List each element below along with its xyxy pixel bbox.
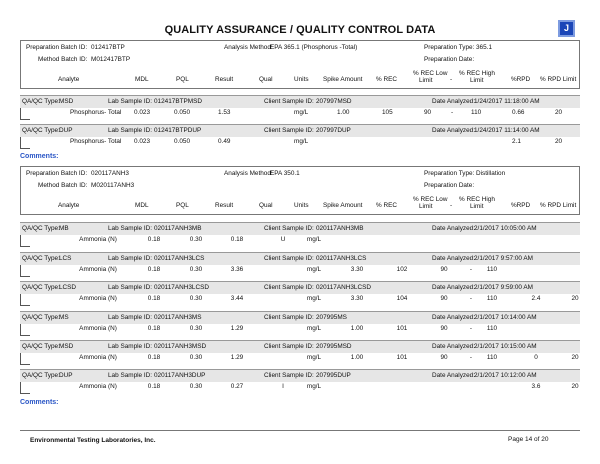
- units: mg/L: [306, 354, 322, 361]
- qc-block: [20, 340, 580, 366]
- qc-block: [20, 124, 580, 150]
- rec: 102: [396, 266, 408, 273]
- rpd-limit: 20: [555, 109, 563, 116]
- date-analyzed-label: Date Analyzed:: [432, 127, 475, 134]
- analyte: Ammonia (N): [79, 325, 117, 332]
- spike: 3.30: [350, 295, 364, 302]
- rec-high: 110: [486, 266, 498, 273]
- prep-batch-id: 012417BTP: [91, 44, 125, 51]
- col-units: Units: [294, 202, 309, 209]
- rpd-limit: 20: [571, 295, 579, 302]
- footer-company: Environmental Testing Laboratories, Inc.: [30, 437, 156, 444]
- col-analyte: Analyte: [58, 76, 80, 83]
- lab-sample-id: 020117ANH3MSD: [154, 343, 207, 350]
- lab-sample-label: Lab Sample ID:: [108, 314, 153, 321]
- qc-bar: [20, 222, 580, 235]
- col-pql: PQL: [176, 202, 189, 209]
- dash: -: [469, 325, 473, 332]
- rec: 105: [382, 109, 393, 116]
- comments-label: Comments:: [20, 399, 59, 406]
- dash: -: [469, 295, 473, 302]
- pql: 0.30: [189, 236, 203, 243]
- method-batch-label: Method Batch ID:: [38, 56, 88, 63]
- pql: 0.30: [189, 295, 203, 302]
- lab-sample-id: 020117ANH3MB: [154, 225, 202, 232]
- analyte: Phosphorus- Total: [70, 109, 122, 116]
- col-mdl: MDL: [135, 76, 149, 83]
- col-result: Result: [215, 76, 234, 83]
- col-rec-high-2: Limit: [470, 203, 484, 210]
- col-rec-high-1: % REC High: [459, 196, 495, 203]
- mdl: 0.18: [147, 236, 161, 243]
- analysis-method-label: Analysis Method:: [224, 170, 273, 177]
- rec-high: 110: [486, 325, 498, 332]
- footer-page: Page 14 of 20: [508, 436, 549, 443]
- date-analyzed-value: 2/1/2017 10:15:00 AM: [474, 343, 537, 350]
- qc-type-value: LCSD: [59, 284, 77, 291]
- qc-type-value: LCS: [59, 255, 72, 262]
- qc-type-label: QA/QC Type:: [22, 98, 60, 105]
- pql: 0.30: [189, 354, 203, 361]
- prep-type-label: Preparation Type:: [424, 170, 475, 177]
- qc-bar: [20, 369, 580, 382]
- lab-sample-label: Lab Sample ID:: [108, 225, 153, 232]
- date-analyzed-label: Date Analyzed:: [432, 98, 475, 105]
- qc-type-value: MS: [59, 314, 69, 321]
- lab-sample-label: Lab Sample ID:: [108, 343, 153, 350]
- client-sample-label: Client Sample ID:: [264, 127, 314, 134]
- client-sample-label: Client Sample ID:: [264, 255, 314, 262]
- col-rec-high-1: % REC High: [459, 70, 495, 77]
- prep-batch-label: Preparation Batch ID:: [26, 44, 88, 51]
- rpd: 3.6: [531, 383, 541, 390]
- client-sample-id: 020117ANH3LCSD: [316, 284, 371, 291]
- pql: 0.050: [174, 138, 190, 145]
- qc-type-label: QA/QC Type:: [22, 343, 60, 350]
- qc-type-label: QA/QC Type:: [22, 314, 60, 321]
- pql: 0.30: [189, 383, 203, 390]
- spike: 1.00: [350, 354, 364, 361]
- lab-sample-id: 012417BTPMSD: [154, 98, 202, 105]
- mdl: 0.18: [147, 266, 161, 273]
- lab-sample-id: 020117ANH3MS: [154, 314, 202, 321]
- client-sample-label: Client Sample ID:: [264, 314, 314, 321]
- mdl: 0.18: [147, 383, 161, 390]
- date-analyzed-value: 1/24/2017 11:14:00 AM: [474, 127, 540, 134]
- date-analyzed-label: Date Analyzed:: [432, 255, 475, 262]
- rec-low: 90: [424, 109, 432, 116]
- col-result: Result: [215, 202, 234, 209]
- client-sample-id: 207995MS: [316, 314, 347, 321]
- col-qual: Qual: [259, 202, 273, 209]
- qc-type-label: QA/QC Type:: [22, 127, 60, 134]
- rec: 101: [396, 354, 408, 361]
- rec-low: 90: [440, 325, 448, 332]
- mdl: 0.023: [134, 109, 150, 116]
- date-analyzed-value: 2/1/2017 10:05:00 AM: [474, 225, 537, 232]
- prep-type-value: 365.1: [476, 44, 492, 51]
- rpd: 0: [534, 354, 538, 361]
- page-title: QUALITY ASSURANCE / QUALITY CONTROL DATA: [164, 24, 436, 36]
- analyte: Ammonia (N): [79, 295, 117, 302]
- date-analyzed-value: 2/1/2017 10:12:00 AM: [474, 372, 537, 379]
- result: 0.49: [218, 138, 231, 145]
- units: mg/L: [306, 236, 322, 243]
- pql: 0.30: [189, 325, 203, 332]
- col-mdl: MDL: [135, 202, 149, 209]
- qc-bar: [20, 95, 580, 108]
- result: 1.53: [218, 109, 231, 116]
- lab-sample-label: Lab Sample ID:: [108, 372, 153, 379]
- analyte: Ammonia (N): [79, 383, 117, 390]
- col-rec-low-1: % REC Low: [413, 196, 448, 203]
- rpd: 2.1: [512, 138, 521, 145]
- qc-type-label: QA/QC Type:: [22, 284, 60, 291]
- units: mg/L: [306, 383, 322, 390]
- lab-sample-id: 020117ANH3LCSD: [154, 284, 209, 291]
- units: mg/L: [306, 325, 322, 332]
- qc-type-label: QA/QC Type:: [22, 255, 60, 262]
- qc-type-label: QA/QC Type:: [22, 372, 60, 379]
- col-spike: Spike Amount: [323, 202, 363, 209]
- lab-sample-label: Lab Sample ID:: [108, 127, 153, 134]
- qc-bar: [20, 281, 580, 294]
- client-sample-id: 020117ANH3MB: [316, 225, 364, 232]
- client-sample-id: 207997DUP: [316, 127, 351, 134]
- mdl: 0.18: [147, 325, 161, 332]
- col-units: Units: [294, 76, 309, 83]
- units: mg/L: [294, 138, 309, 145]
- units: mg/L: [294, 109, 309, 116]
- dash: -: [469, 354, 473, 361]
- lab-sample-id: 012417BTPDUP: [154, 127, 202, 134]
- col-rec: % REC: [376, 76, 397, 83]
- qc-type-value: DUP: [59, 127, 73, 134]
- qc-block: [20, 95, 580, 121]
- col-rpd-limit: % RPD Limit: [540, 76, 577, 83]
- qual: U: [280, 236, 286, 243]
- qual: I: [282, 383, 284, 390]
- method-batch-id: M020117ANH3: [91, 182, 135, 189]
- analysis-method-value: EPA 350.1: [270, 170, 300, 177]
- rpd-limit: 20: [571, 383, 579, 390]
- date-analyzed-value: 2/1/2017 9:57:00 AM: [474, 255, 533, 262]
- rpd: 2.4: [531, 295, 541, 302]
- spike: 1.00: [350, 325, 364, 332]
- rpd-limit: 20: [571, 354, 579, 361]
- lab-sample-label: Lab Sample ID:: [108, 98, 153, 105]
- rpd: 0.66: [512, 109, 525, 116]
- col-rpd: %RPD: [511, 76, 531, 83]
- client-sample-label: Client Sample ID:: [264, 225, 314, 232]
- dash: -: [451, 109, 454, 116]
- rec-low: 90: [440, 266, 448, 273]
- qc-bar: [20, 340, 580, 353]
- prep-type-label: Preparation Type:: [424, 44, 475, 51]
- date-analyzed-value: 2/1/2017 10:14:00 AM: [474, 314, 537, 321]
- result: 3.44: [230, 295, 244, 302]
- result: 3.36: [230, 266, 244, 273]
- qc-block: [20, 222, 580, 248]
- date-analyzed-value: 2/1/2017 9:59:00 AM: [474, 284, 533, 291]
- dash: -: [469, 266, 473, 273]
- units: mg/L: [306, 295, 322, 302]
- col-rec-high-2: Limit: [470, 77, 484, 84]
- analyte: Phosphorus- Total: [70, 138, 122, 145]
- analysis-method-value: EPA 365.1 (Phosphorus -Total): [270, 44, 358, 51]
- mdl: 0.18: [147, 295, 161, 302]
- prep-date-label: Preparation Date:: [424, 56, 475, 63]
- method-batch-label: Method Batch ID:: [38, 182, 88, 189]
- client-sample-label: Client Sample ID:: [264, 343, 314, 350]
- qc-block: [20, 252, 580, 278]
- units: mg/L: [306, 266, 322, 273]
- col-rec-low-2: Limit: [419, 77, 433, 84]
- date-analyzed-label: Date Analyzed:: [432, 343, 475, 350]
- rec-high: 110: [486, 354, 498, 361]
- qc-type-label: QA/QC Type:: [22, 225, 60, 232]
- date-analyzed-value: 1/24/2017 11:18:00 AM: [474, 98, 540, 105]
- lab-sample-id: 020117ANH3LCS: [154, 255, 205, 262]
- prep-type-value: Distillation: [476, 170, 506, 177]
- rec: 101: [396, 325, 408, 332]
- rec-low: 90: [440, 354, 448, 361]
- result: 0.18: [230, 236, 244, 243]
- date-analyzed-label: Date Analyzed:: [432, 314, 475, 321]
- analyte: Ammonia (N): [79, 266, 117, 273]
- company-logo: J: [558, 20, 575, 37]
- pql: 0.050: [174, 109, 190, 116]
- analyte: Ammonia (N): [79, 236, 117, 243]
- client-sample-label: Client Sample ID:: [264, 372, 314, 379]
- date-analyzed-label: Date Analyzed:: [432, 284, 475, 291]
- spike: 3.30: [350, 266, 364, 273]
- col-rec-low-2: Limit: [419, 203, 433, 210]
- rec-high: 110: [486, 295, 498, 302]
- col-rpd-limit: % RPD Limit: [540, 202, 577, 209]
- prep-batch-label: Preparation Batch ID:: [26, 170, 88, 177]
- mdl: 0.023: [134, 138, 150, 145]
- qc-type-value: MSD: [59, 343, 74, 350]
- result: 1.29: [230, 325, 244, 332]
- qc-bar: [20, 124, 580, 137]
- method-batch-id: M012417BTP: [91, 56, 131, 63]
- col-rec-low-1: % REC Low: [413, 70, 448, 77]
- qc-block: [20, 281, 580, 307]
- col-spike: Spike Amount: [323, 76, 363, 83]
- qc-block: [20, 369, 580, 395]
- qc-bar: [20, 311, 580, 324]
- footer-divider: [20, 430, 580, 431]
- date-analyzed-label: Date Analyzed:: [432, 225, 475, 232]
- col-dash: -: [450, 202, 453, 209]
- client-sample-id: 207995MSD: [316, 343, 352, 350]
- result: 0.27: [230, 383, 244, 390]
- client-sample-label: Client Sample ID:: [264, 284, 314, 291]
- spike: 1.00: [337, 109, 350, 116]
- analyte: Ammonia (N): [79, 354, 117, 361]
- mdl: 0.18: [147, 354, 161, 361]
- pql: 0.30: [189, 266, 203, 273]
- qc-type-value: MSD: [59, 98, 74, 105]
- prep-date-label: Preparation Date:: [424, 182, 475, 189]
- result: 1.29: [230, 354, 244, 361]
- client-sample-label: Client Sample ID:: [264, 98, 314, 105]
- date-analyzed-label: Date Analyzed:: [432, 372, 475, 379]
- qc-type-value: DUP: [59, 372, 73, 379]
- col-rec: % REC: [376, 202, 397, 209]
- qc-bar: [20, 252, 580, 265]
- comments-label: Comments:: [20, 153, 59, 160]
- rpd-limit: 20: [555, 138, 563, 145]
- client-sample-id: 207995DUP: [316, 372, 351, 379]
- rec-low: 90: [440, 295, 448, 302]
- prep-batch-id: 020117ANH3: [91, 170, 129, 177]
- lab-sample-label: Lab Sample ID:: [108, 255, 153, 262]
- col-qual: Qual: [259, 76, 273, 83]
- client-sample-id: 207997MSD: [316, 98, 352, 105]
- lab-sample-id: 020117ANH3DUP: [154, 372, 206, 379]
- qc-type-value: MB: [59, 225, 69, 232]
- col-rpd: %RPD: [511, 202, 531, 209]
- lab-sample-label: Lab Sample ID:: [108, 284, 153, 291]
- rec: 104: [396, 295, 408, 302]
- client-sample-id: 020117ANH3LCS: [316, 255, 367, 262]
- col-dash: -: [450, 76, 453, 83]
- qc-block: [20, 311, 580, 337]
- col-pql: PQL: [176, 76, 189, 83]
- col-analyte: Analyte: [58, 202, 80, 209]
- analysis-method-label: Analysis Method:: [224, 44, 273, 51]
- rec-high: 110: [471, 109, 482, 116]
